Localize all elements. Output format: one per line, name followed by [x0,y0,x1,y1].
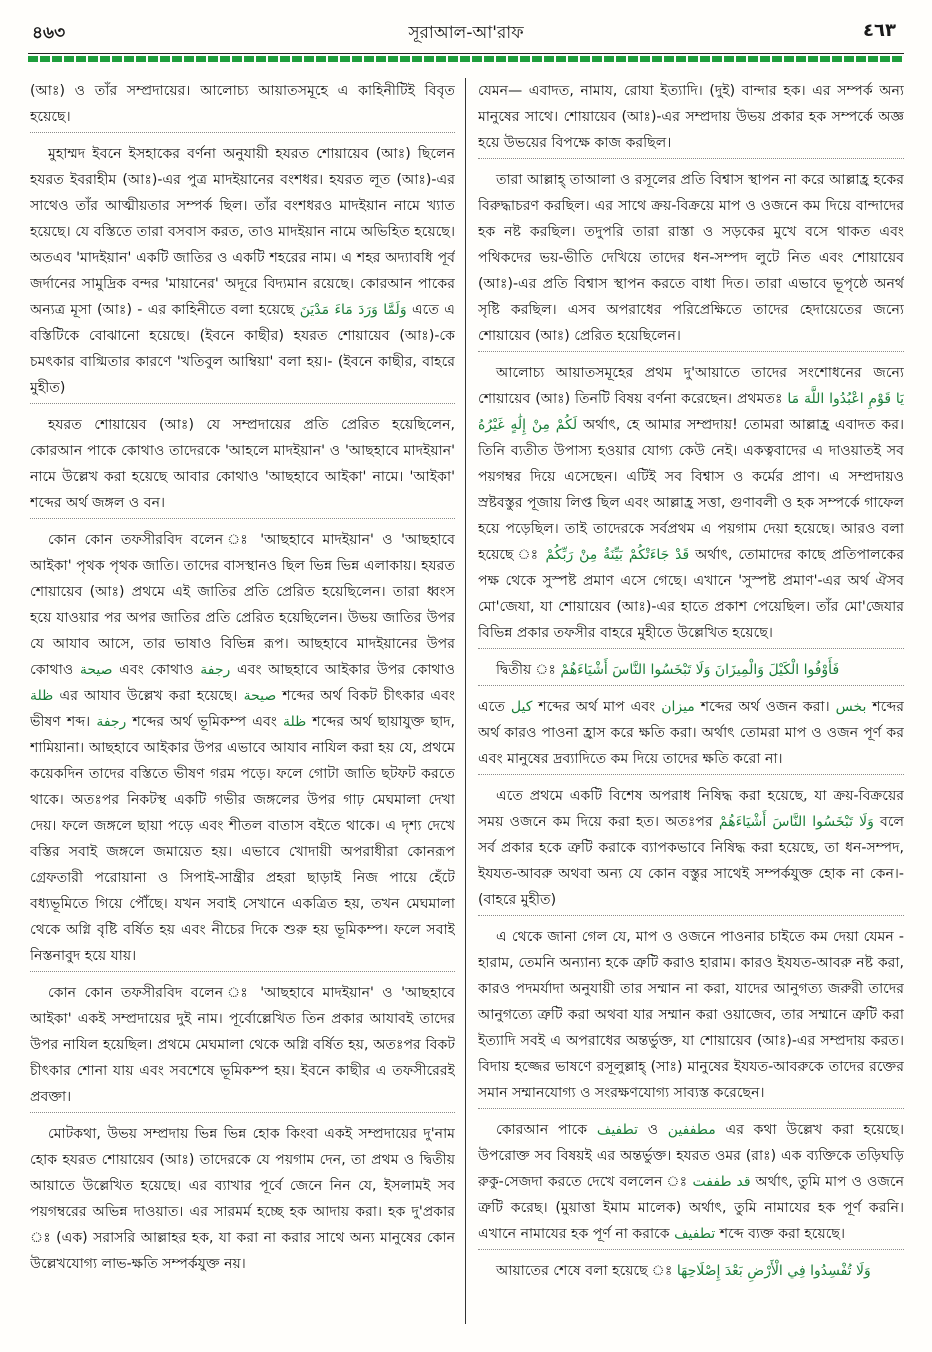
paragraph: আলোচ্য আয়াতসমূহের প্রথম দু'আয়াতে তাদের সংশোধনের জন্যে শোয়ায়েব (আঃ) তিনটি বিষয় বর্ণনা করেছেন। প্রথমতঃ يَا قَوْمِ اعْبُدُوا اللَّهَ مَا لَكُمْ مِنْ إِلَٰهٍ غَيْرُهُ অর্থাৎ, হে আমার সম্প্রদায়! তোমরা আল্লাহ্র এবাদত কর। তিনি ব্যতীত উপাস্য হওয়ার যোগ্য কেউ নেই। একত্ববাদের এ দাওয়াতই সব পয়গম্বর দিয়ে এসেছেন। এটিই সব বিশ্বাস ও কর্মের প্রাণ। এ সম্প্রদায়ও স্রষ্টবস্তুর পূজায় লিপ্ত ছিল এবং আল্লাহ্র সত্তা, গুণাবলী ও হক সম্পর্কে গাফেল হয়ে পড়েছিল। তাই তাদেরকে সর্বপ্রথম এ পয়গাম দেয়া হয়েছে। আরও বলা হয়েছে ঃ قَدْ جَاءَتْكُمْ بَيِّنَةٌ مِنْ رَبِّكُمْ অর্থাৎ, তোমাদের কাছে প্রতিপালকের পক্ষ থেকে সুস্পষ্ট প্রমাণ এসে গেছে। এখানে 'সুস্পষ্ট প্রমাণ'-এর অর্থ ঐসব মো'জেযা, যা শোয়ায়েব (আঃ)-এর হাতে প্রকাশ পেয়েছিল। তাঁর মো'জেযার বিভিন্ন প্রকার তফসীর বাহরে মুহীতে উল্লেখিত হয়েছে। [478,360,904,649]
paragraph: কোন কোন তফসীরবিদ বলেন ঃ 'আছহাবে মাদইয়ান' ও 'আছহাবে আইকা' পৃথক পৃথক জাতি। তাদের বাসস্থানও ছিল ভিন্ন ভিন্ন এলাকায়। হযরত শোয়ায়েব (আঃ) প্রথমে এই জাতির প্রতি প্রেরিত হয়েছিলেন। তারা ধ্বংস হয়ে যাওয়ার পর অপর জাতির প্রতি প্রেরিত হয়েছিলেন। উভয় জাতির উপর যে আযাব আসে, তার ভাষাও বিভিন্ন রূপ। আছহাবে মাদইয়ানের উপর কোথাও صيحة এবং কোথাও رجفة এবং আছহাবে আইকার উপর কোথাও ظلة এর আযাব উল্লেখ করা হয়েছে। صيحة শব্দের অর্থ বিকট চীৎকার এবং ভীষণ শব্দ। رجفة শব্দের অর্থ ভূমিকম্প এবং ظلة শব্দের অর্থ ছায়াযুক্ত ছাদ, শামিয়ানা। আছহাবে আইকার উপর এভাবে আযাব নাযিল করা হয় যে, প্রথমে কয়েকদিন তাদের বস্তিতে ভীষণ গরম পড়ে। ফলে গোটা জাতি ছটফট করতে থাকে। অতঃপর নিকটস্থ একটি গভীর জঙ্গলের উপর গাঢ় মেঘমালা দেখা দেয়। ফলে জঙ্গলে ছায়া পড়ে এবং শীতল বাতাস বইতে থাকে। এ দৃশ্য দেখে বস্তির সবাই জঙ্গলে জমায়েত হয়। এভাবে খোদায়ী অপরাধীরা কোনরূপ গ্রেফতারী পরোয়ানা ও সিপাই-সান্ত্রীর প্রহরা ছাড়াই নিজ পায়ে হেঁটে বধ্যভূমিতে গিয়ে পৌঁছে। যখন সবাই সেখানে একত্রিত হয়, তখন মেঘমালা থেকে অগ্নি বৃষ্টি বর্ষিত হয় এবং নীচের দিকে শুরু হয় ভূমিকম্প। ফলে সবাই নিস্তনাবুদ হয়ে যায়। [30,527,455,972]
paragraph: কোরআন পাকে تطفيف ও مطففين এর কথা উল্লেখ করা হয়েছে। উপরোক্ত সব বিষয়ই এর অন্তর্ভুক্ত। হযরত ওমর (রাঃ) এক ব্যক্তিকে তড়িঘড়ি রুকু-সেজদা করতে দেখে বললেন ঃ قد طففت অর্থাৎ, তুমি মাপ ও ওজনে ত্রুটি করেছ। (মুয়াত্তা ইমাম মালেক) অর্থাৎ, তুমি নামাযের হক পূর্ণ করনি। এখানে নামাযের হক পূর্ণ না করাকে تطفيف শব্দে ব্যক্ত করা হয়েছে। [478,1117,904,1250]
paragraph: এতে প্রথমে একটি বিশেষ অপরাধ নিষিদ্ধ করা হয়েছে, যা ক্রয়-বিক্রয়ের সময় ওজনে কম দিয়ে করা হত। অতঃপর وَلَا تَبْخَسُوا النَّاسَ أَشْيَاءَهُمْ বলে সর্ব প্রকার হকে ত্রুটি করাকে ব্যাপকভাবে নিষিদ্ধ করা হয়েছে, তা ধন-সম্পদ, ইযযত-আবরু অথবা অন্য যে কোন বস্তুর সাথেই সম্পর্কযুক্ত হোক না কেন।- (বাহরে মুহীত) [478,783,904,916]
paragraph: (আঃ) ও তাঁর সম্প্রদায়ের। আলোচ্য আয়াতসমূহে এ কাহিনীটিই বিবৃত হয়েছে। [30,78,455,133]
left-column [30,78,455,1328]
paragraph: তারা আল্লাহ্ তাআলা ও রসূলের প্রতি বিশ্বাস স্থাপন না করে আল্লাহ্র হকের বিরুদ্ধাচরণ করছিল। এর সাথে ক্রয়-বিক্রয়ে মাপ ও ওজনে কম দিয়ে বান্দাদের হক নষ্ট করছিল। তদুপরি তারা রাস্তা ও সড়কের মুখে বসে থাকত এবং পথিকদের ভয়-ভীতি দেখিয়ে তাদের ধন-সম্পদ লুটে নিত এবং শোয়ায়েব (আঃ)-এর প্রতি বিশ্বাস স্থাপন করতে বাধা দিত। তারা এভাবে ভূপৃষ্ঠে অনর্থ সৃষ্টি করছিল। এসব অপরাধের পরিপ্রেক্ষিতে তাদের হেদায়েতের জন্যে শোয়ায়েব (আঃ) প্রেরিত হয়েছিলেন। [478,167,904,352]
arabic-verse: وَلَمَّا وَرَدَ مَاءَ مَدْيَنَ [299,302,407,318]
arabic-term: تطفيف [596,1122,639,1138]
page-number-right: ٤٦٣ [863,20,896,41]
arabic-verse: يَا قَوْمِ اعْبُدُوا اللَّهَ مَا لَكُمْ مِنْ إِلَٰهٍ غَيْرُهُ [478,391,904,433]
paragraph: হযরত শোয়ায়েব (আঃ) যে সম্প্রদায়ের প্রতি প্রেরিত হয়েছিলেন, কোরআন পাকে কোথাও তাদেরকে 'আহলে মাদইয়ান' ও 'আছহাবে মাদইয়ান' নামে উল্লেখ করা হয়েছে আবার কোথাও 'আছহাবে আইকা' নামে। 'আইকা' শব্দের অর্থ জঙ্গল ও বন। [30,412,455,519]
column-divider [465,78,466,1324]
arabic-term: كيل [510,699,533,715]
arabic-term: ميزان [661,699,695,715]
arabic-verse: فَأَوْفُوا الْكَيْلَ وَالْمِيزَانَ وَلَا تَبْخَسُوا النَّاسَ أَشْيَاءَهُمْ [560,662,840,678]
arabic-verse: قَدْ جَاءَتْكُمْ بَيِّنَةٌ مِنْ رَبِّكُمْ [545,547,690,563]
paragraph: মুহাম্মদ ইবনে ইসহাকের বর্ণনা অনুযায়ী হযরত শোয়ায়েব (আঃ) ছিলেন হযরত ইবরাহীম (আঃ)-এর পুত্র মাদইয়ানের বংশধর। হযরত লূত (আঃ)-এর সাথেও তাঁর আত্মীয়তার সম্পর্ক ছিল। তাঁর বংশধরও মাদইয়ান নামে খ্যাত হয়েছে। যে বস্তিতে তারা বসবাস করত, তাও মাদইয়ান নামে অভিহিত হয়েছে। অতএব 'মাদইয়ান' একটি জাতির ও একটি শহরের নাম। এ শহর অদ্যাবধি পূর্ব জর্দানের সামুদ্রিক বন্দর 'মায়ানের' অদূরে বিদ্যমান রয়েছে। কোরআন পাকের অন্যত্র মূসা (আঃ) - এর কাহিনীতে বলা হয়েছে وَلَمَّا وَرَدَ مَاءَ مَدْيَنَ এতে এ বস্তিটিকে বোঝানো হয়েছে। (ইবনে কাছীর) হযরত শোয়ায়েব (আঃ)-কে চমৎকার বাগ্মিতার কারণে 'খতিবুল আম্বিয়া' বলা হয়।- (ইবনে কাছীর, বাহরে মুহীত) [30,141,455,404]
paragraph: এতে كيل শব্দের অর্থ মাপ এবং ميزان শব্দের অর্থ ওজন করা। بخس শব্দের অর্থ কারও পাওনা হ্রাস করে ক্ষতি করা। অর্থাৎ তোমরা মাপ ও ওজন পূর্ণ কর এবং মানুষের দ্রব্যাদিতে কম দিয়ে তাদের ক্ষতি করো না। [478,694,904,775]
arabic-term: رجفة [96,714,127,730]
arabic-term: تطفيف [674,1226,716,1242]
arabic-verse: وَلَا تَبْخَسُوا النَّاسَ أَشْيَاءَهُمْ [718,814,874,830]
arabic-term: ظلة [30,688,54,704]
paragraph: যেমন— এবাদত, নামায, রোযা ইত্যাদি। (দুই) বান্দার হক। এর সম্পর্ক অন্য মানুষের সাথে। শোয়ায়েব (আঃ)-এর সম্প্রদায় উভয় প্রকার হক সম্পর্কে অজ্ঞ হয়ে উভয়ের বিপক্ষে কাজ করছিল। [478,78,904,159]
header-rule [28,56,904,62]
arabic-verse: وَلَا تُفْسِدُوا فِي الْأَرْضِ بَعْدَ إِصْلَاحِهَا [676,1263,871,1279]
arabic-term: رجفة [200,662,231,678]
paragraph: এ থেকে জানা গেল যে, মাপ ও ওজনে পাওনার চাইতে কম দেয়া যেমন - হারাম, তেমনি অন্যান্য হকে ত্রুটি করাও হারাম। কারও ইযযত-আবরু নষ্ট করা, কারও পদমর্যাদা অনুযায়ী তার সম্মান না করা, যাদের আনুগত্য জরুরী তাদের আনুগত্যে ত্রুটি করা অথবা যার সম্মান করা ওয়াজেব, তার সম্মানে ত্রুটি করা ইত্যাদি সবই এ অপরাধের অন্তর্ভুক্ত, যা শোয়ায়েব (আঃ)-এর সম্প্রদায় করত। বিদায় হজ্জের ভাষণে রসূলুল্লাহ্ (সাঃ) মানুষের ইযযত-আবরুকে তাদের রক্তের সমান সম্মানযোগ্য ও সংরক্ষণযোগ্য সাব্যস্ত করেছেন। [478,924,904,1109]
page-number-left: ৪৬৩ [32,23,66,43]
running-title: সূরাআল-আ'রাফ [408,23,524,43]
paragraph: আয়াতের শেষে বলা হয়েছে ঃ وَلَا تُفْسِدُوا فِي الْأَرْضِ بَعْدَ إِصْلَاحِهَا [496,1263,871,1279]
right-column [478,78,904,1328]
arabic-term: صيحة [243,688,277,704]
arabic-term: صيحة [79,662,113,678]
paragraph: মোটকথা, উভয় সম্প্রদায় ভিন্ন ভিন্ন হোক কিংবা একই সম্প্রদায়ের দু'নাম হোক হযরত শোয়ায়েব (আঃ) তাদেরকে যে পয়গাম দেন, তা প্রথম ও দ্বিতীয় আয়াতে উল্লেখিত হয়েছে। এর ব্যাখার পূর্বে জেনে নিন যে, ইসলামই সব পয়গম্বরের অভিন্ন দাওয়াত। এর সারমর্ম হচ্ছে হক আদায় করা। হক দু'প্রকার ঃ (এক) সরাসরি আল্লাহর হক, যা করা না করার সাথে অন্য মানুষের কোন উল্লেখযোগ্য লাভ-ক্ষতি সম্পর্কযুক্ত নয়। [30,1126,455,1272]
paragraph: দ্বিতীয় ঃ فَأَوْفُوا الْكَيْلَ وَالْمِيزَانَ وَلَا تَبْخَسُوا النَّاسَ أَشْيَاءَهُمْ [478,657,904,686]
paragraph: কোন কোন তফসীরবিদ বলেন ঃ 'আছহাবে মাদইয়ান' ও 'আছহাবে আইকা' একই সম্প্রদায়ের দুই নাম। পূর্বোল্লেখিত তিন প্রকার আযাবই তাদের উপর নাযিল হয়েছিল। প্রথমে মেঘমালা থেকে অগ্নি বর্ষিত হয়, অতঃপর বিকট চীৎকার শোনা যায় এবং সবশেষে ভূমিকম্প হয়। ইবনে কাছীর এ তফসীরেরই প্রবক্তা। [30,980,455,1113]
arabic-term: بخس [835,699,867,715]
arabic-term: قد طففت [692,1174,751,1190]
arabic-term: مطففين [667,1122,716,1138]
arabic-term: ظلة [283,714,307,730]
